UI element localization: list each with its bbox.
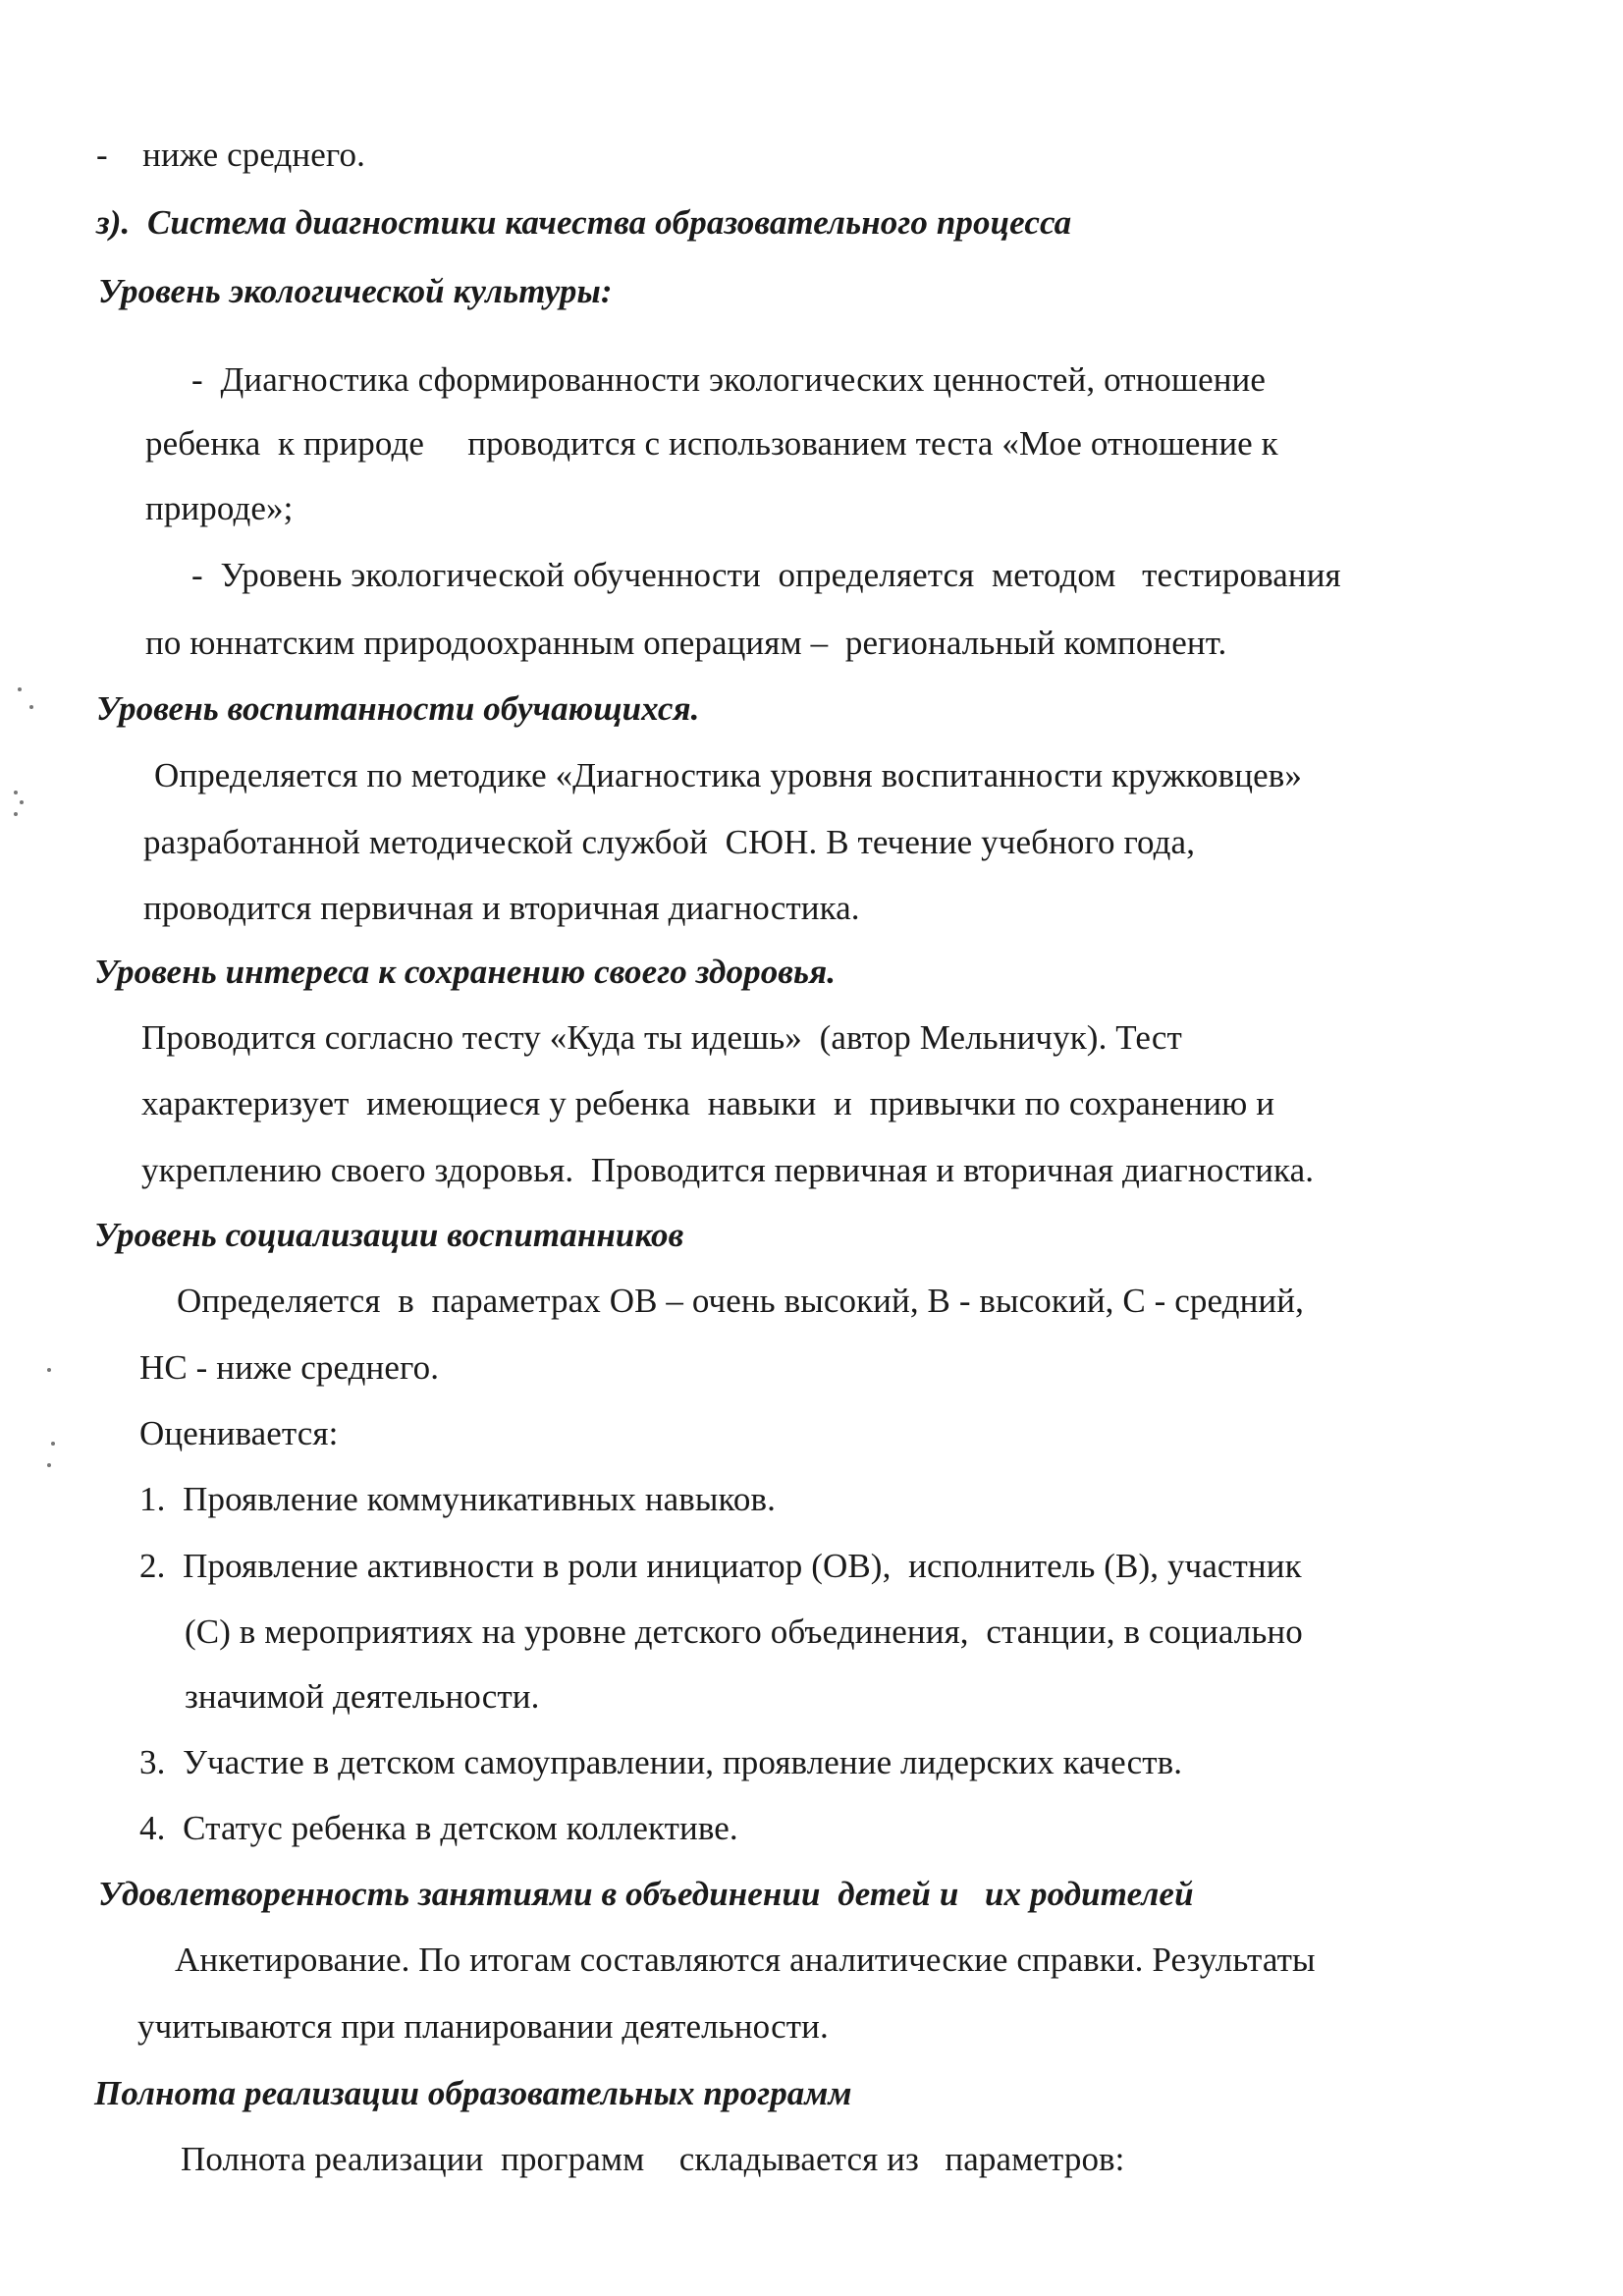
scan-mark bbox=[29, 705, 33, 709]
section-heading: з). Система диагностики качества образовательного процесса bbox=[96, 203, 1072, 242]
text-line: - Диагностика сформированности экологических ценностей, отношение bbox=[191, 360, 1267, 399]
text-line: (С) в мероприятиях на уровне детского объединения, станции, в социально bbox=[185, 1613, 1303, 1651]
text-line: укреплению своего здоровья. Проводится первичная и вторичная диагностика. bbox=[141, 1151, 1315, 1189]
text-line: Анкетирование. По итогам составляются аналитические справки. Результаты bbox=[175, 1941, 1316, 1979]
list-item: 1. Проявление коммуникативных навыков. bbox=[139, 1480, 776, 1518]
text-line: НС - ниже среднего. bbox=[139, 1348, 440, 1387]
text-line: природе»; bbox=[145, 489, 294, 527]
scan-mark bbox=[20, 800, 24, 804]
scan-mark bbox=[47, 1463, 51, 1467]
scan-mark bbox=[51, 1442, 55, 1446]
scan-mark bbox=[47, 1368, 51, 1372]
text-line: Определяется в параметрах ОВ – очень высокий, В - высокий, С - средний, bbox=[177, 1282, 1304, 1320]
scan-mark bbox=[14, 791, 18, 794]
text-line: учитываются при планировании деятельности. bbox=[137, 2007, 829, 2046]
text-line: проводится первичная и вторичная диагностика. bbox=[143, 889, 860, 927]
list-item: 2. Проявление активности в роли инициатор (ОВ), исполнитель (В), участник bbox=[139, 1547, 1302, 1585]
text-line: значимой деятельности. bbox=[185, 1677, 540, 1716]
text-line: Определяется по методике «Диагностика уровня воспитанности кружковцев» bbox=[154, 756, 1302, 794]
text-line: по юннатским природоохранным операциям – региональный компонент. bbox=[145, 624, 1227, 662]
text-line: - Уровень экологической обученности определяется методом тестирования bbox=[191, 556, 1341, 594]
subsection-heading: Удовлетворенность занятиями в объединении детей и их родителей bbox=[98, 1875, 1194, 1913]
text-line: Полнота реализации программ складывается из параметров: bbox=[181, 2140, 1125, 2178]
list-item: 4. Статус ребенка в детском коллективе. bbox=[139, 1809, 738, 1847]
subsection-heading: Полнота реализации образовательных программ bbox=[94, 2074, 852, 2112]
text-line: Проводится согласно тесту «Куда ты идешь» (автор Мельничук). Тест bbox=[141, 1018, 1182, 1057]
subsection-heading: Уровень воспитанности обучающихся. bbox=[96, 689, 700, 728]
text-line: - ниже среднего. bbox=[96, 136, 365, 174]
text-line: ребенка к природе проводится с использованием теста «Мое отношение к bbox=[145, 424, 1278, 463]
text-line: разработанной методической службой СЮН. В течение учебного года, bbox=[143, 823, 1196, 861]
scan-mark bbox=[18, 687, 22, 691]
text-line: характеризует имеющиеся у ребенка навыки и привычки по сохранению и bbox=[141, 1084, 1275, 1122]
subsection-heading: Уровень экологической культуры: bbox=[98, 272, 613, 310]
list-item: 3. Участие в детском самоуправлении, проявление лидерских качеств. bbox=[139, 1743, 1183, 1781]
text-line: Оценивается: bbox=[139, 1414, 339, 1452]
scan-mark bbox=[14, 812, 18, 816]
subsection-heading: Уровень социализации воспитанников bbox=[94, 1216, 684, 1254]
subsection-heading: Уровень интереса к сохранению своего здоровья. bbox=[94, 953, 837, 991]
